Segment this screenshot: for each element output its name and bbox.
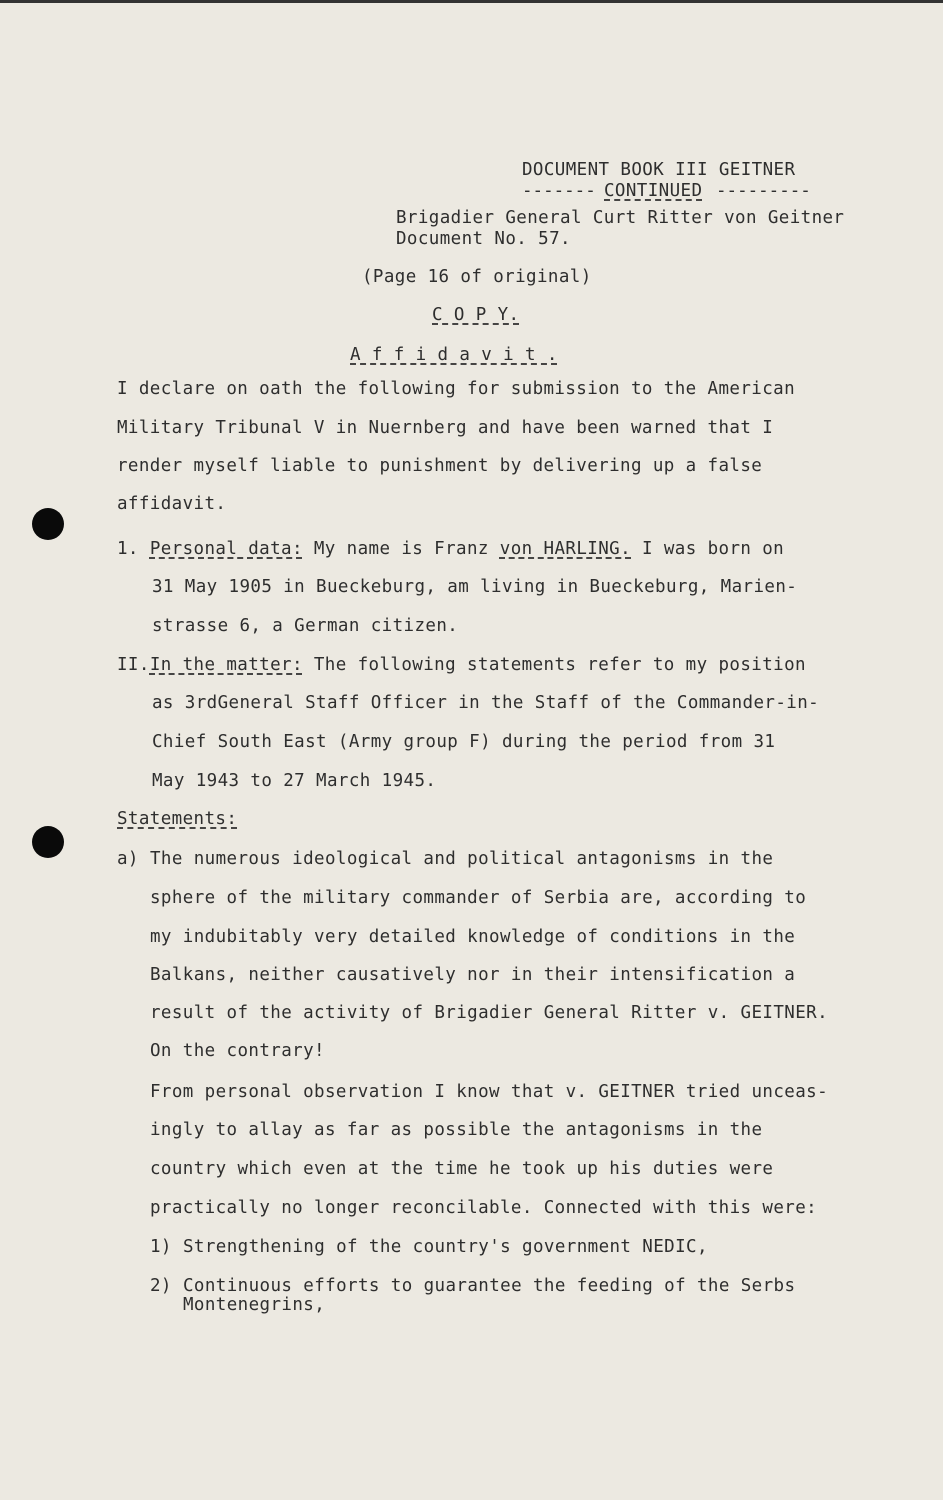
section-2-label: In the matter: — [149, 655, 303, 675]
statement-a-line: sphere of the military commander of Serbia are, according to — [150, 888, 807, 908]
copy-label: C O P Y. — [432, 305, 520, 325]
intro-line: render myself liable to punishment by delivering up a false — [117, 456, 763, 476]
statement-a-line: country which even at the time he took up his duties were — [150, 1159, 774, 1179]
punch-hole-upper — [32, 508, 64, 540]
statement-a-line: Balkans, neither causatively nor in their intensification a — [150, 965, 796, 985]
section-1-line: strasse 6, a German citizen. — [152, 616, 459, 636]
sub-item-2-text: Continuous efforts to guarantee the feeding of the Serbs — [183, 1276, 796, 1296]
statement-a-line: The numerous ideological and political antagonisms in the — [150, 849, 774, 869]
page-reference: (Page 16 of original) — [362, 267, 592, 287]
statement-a-line: ingly to allay as far as possible the antagonisms in the — [150, 1120, 763, 1140]
punch-hole-lower — [32, 826, 64, 858]
statement-a-line: result of the activity of Brigadier General Ritter v. GEITNER. — [150, 1003, 829, 1023]
intro-line: I declare on oath the following for submission to the American — [117, 379, 796, 399]
section-1-number: 1. — [117, 539, 139, 559]
section-2-line: as 3rdGeneral Staff Officer in the Staff of the Commander-in- — [152, 693, 820, 713]
sub-item-2-text: Montenegrins, — [183, 1295, 326, 1315]
statement-a-marker: a) — [117, 849, 139, 869]
continued-right-rule: --------- — [716, 181, 811, 201]
document-number: Document No. 57. — [396, 229, 571, 249]
statement-a-line: On the contrary! — [150, 1041, 325, 1061]
person-name: Brigadier General Curt Ritter von Geitner — [396, 208, 845, 228]
continued-label: CONTINUED — [604, 181, 703, 201]
statement-a-line: my indubitably very detailed knowledge of conditions in the — [150, 927, 796, 947]
section-2-number: II. — [117, 655, 150, 675]
statements-heading: Statements: — [117, 809, 238, 829]
section-1-line: 31 May 1905 in Bueckeburg, am living in Bueckeburg, Marien- — [152, 577, 798, 597]
intro-line: Military Tribunal V in Nuernberg and have been warned that I — [117, 418, 774, 438]
scan-edge — [0, 0, 943, 3]
section-1 — [117, 539, 784, 559]
sub-item-1-marker: 1) — [150, 1237, 172, 1257]
section-1-label: Personal data: — [149, 539, 303, 559]
section-2-line: May 1943 to 27 March 1945. — [152, 771, 437, 791]
continued-left-rule: ------- — [522, 181, 596, 201]
section-1-text-end: I was born on — [631, 539, 785, 559]
affiant-name: von HARLING. — [499, 539, 632, 559]
statement-a-line: practically no longer reconcilable. Connected with this were: — [150, 1198, 818, 1218]
sub-item-1-text: Strengthening of the country's government NEDIC, — [183, 1237, 708, 1257]
section-1-text: My name is Franz — [302, 539, 500, 559]
sub-item-2-marker: 2) — [150, 1276, 172, 1296]
section-2 — [117, 655, 806, 675]
section-2-text: The following statements refer to my position — [302, 655, 806, 675]
document-book-title: DOCUMENT BOOK III GEITNER — [522, 160, 796, 180]
intro-line: affidavit. — [117, 494, 227, 514]
statement-a-line: From personal observation I know that v. GEITNER tried unceas- — [150, 1082, 829, 1102]
affidavit-title: A f f i d a v i t . — [350, 345, 558, 365]
section-2-line: Chief South East (Army group F) during the period from 31 — [152, 732, 776, 752]
